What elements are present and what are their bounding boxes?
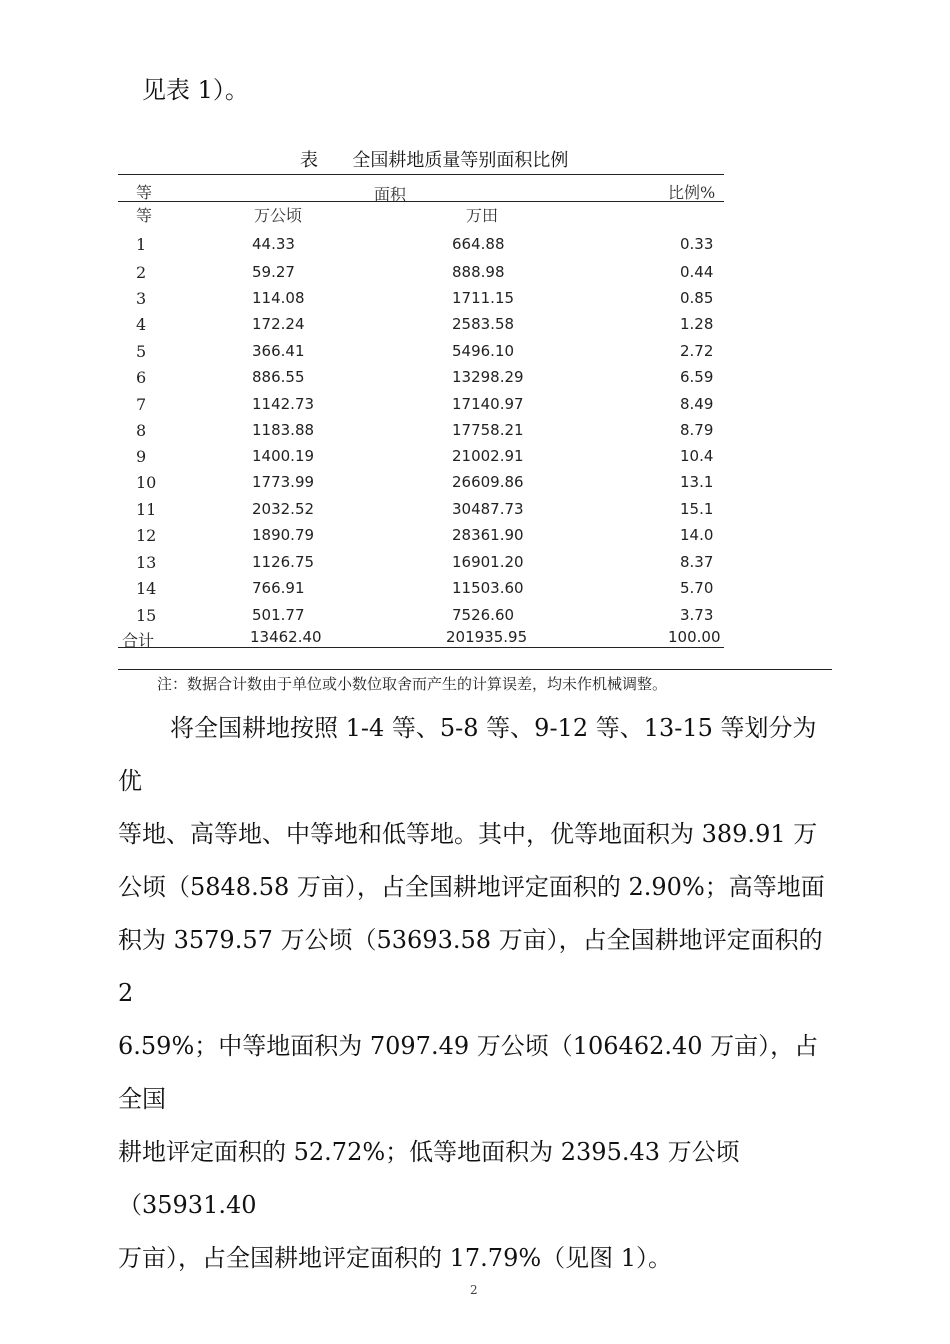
cell-ratio: 8.37	[680, 553, 714, 571]
cell-ratio: 0.44	[680, 263, 714, 281]
paragraph-line: 6.59%；中等地面积为 7097.49 万公顷（106462.40 万亩），占全国	[118, 1032, 819, 1113]
cell-mu: 21002.91	[452, 447, 524, 465]
table-top-rule	[118, 174, 724, 175]
total-mu: 201935.95	[446, 628, 528, 646]
cell-mu: 16901.20	[452, 553, 524, 571]
cell-mu: 1711.15	[452, 289, 515, 307]
cell-hectare: 886.55	[252, 368, 305, 386]
cell-hectare: 172.24	[252, 315, 305, 333]
table-total-rule	[118, 647, 724, 648]
cell-rank: 12	[136, 526, 157, 545]
paragraph-line: 积为 3579.57 万公顷（53693.58 万亩），占全国耕地评定面积的 2	[118, 926, 823, 1007]
cell-ratio: 8.79	[680, 421, 714, 439]
total-ratio: 100.00	[668, 628, 721, 646]
cell-mu: 888.98	[452, 263, 505, 281]
paragraph-line: 将全国耕地按照 1-4 等、5-8 等、9-12 等、13-15 等划分为优	[118, 714, 817, 795]
cell-rank: 9	[136, 447, 147, 466]
header-ratio: 比例%	[668, 183, 716, 202]
cell-ratio: 14.0	[680, 526, 714, 544]
cell-hectare: 44.33	[252, 235, 295, 253]
cell-rank: 3	[136, 289, 147, 308]
cell-hectare: 1183.88	[252, 421, 315, 439]
cell-mu: 7526.60	[452, 606, 515, 624]
cell-rank: 11	[136, 500, 157, 519]
cell-hectare: 1142.73	[252, 395, 315, 413]
table-bottom-rule	[118, 669, 832, 670]
cell-hectare: 2032.52	[252, 500, 315, 518]
header-area: 面积	[374, 185, 407, 204]
table-note: 注：数据合计数由于单位或小数位取舍而产生的计算误差，均未作机械调整。	[157, 675, 668, 693]
cell-ratio: 13.1	[680, 473, 714, 491]
cell-ratio: 10.4	[680, 447, 714, 465]
cell-mu: 11503.60	[452, 579, 524, 597]
header-hectare: 万公顷	[254, 206, 303, 225]
cell-mu: 13298.29	[452, 368, 524, 386]
body-paragraph	[118, 702, 834, 1285]
paragraph-line: 耕地评定面积的 52.72%；低等地面积为 2395.43 万公顷（35931.40	[118, 1138, 740, 1219]
paragraph-line: 万亩），占全国耕地评定面积的 17.79%（见图 1）。	[118, 1244, 673, 1272]
cell-ratio: 5.70	[680, 579, 714, 597]
cell-ratio: 8.49	[680, 395, 714, 413]
cell-hectare: 501.77	[252, 606, 305, 624]
cell-rank: 10	[136, 473, 157, 492]
table-title: 表 全国耕地质量等别面积比例	[300, 150, 569, 171]
cell-rank: 14	[136, 579, 157, 598]
cell-hectare: 59.27	[252, 263, 295, 281]
cell-rank: 4	[136, 315, 147, 334]
cell-ratio: 0.33	[680, 235, 714, 253]
cell-mu: 28361.90	[452, 526, 524, 544]
cell-rank: 15	[136, 606, 157, 625]
cell-ratio: 3.73	[680, 606, 714, 624]
cell-mu: 2583.58	[452, 315, 515, 333]
cell-mu: 664.88	[452, 235, 505, 253]
intro-text: 见表 1）。	[142, 76, 249, 104]
cell-rank: 13	[136, 553, 157, 572]
header-rank-top: 等	[136, 183, 153, 202]
cell-ratio: 2.72	[680, 342, 714, 360]
cell-mu: 30487.73	[452, 500, 524, 518]
cell-hectare: 1126.75	[252, 553, 315, 571]
cell-rank: 5	[136, 342, 147, 361]
cell-mu: 17140.97	[452, 395, 524, 413]
total-hectare: 13462.40	[250, 628, 322, 646]
total-label: 合计	[122, 631, 155, 650]
cell-hectare: 1773.99	[252, 473, 315, 491]
cell-ratio: 15.1	[680, 500, 714, 518]
paragraph-line: 等地、高等地、中等地和低等地。其中，优等地面积为 389.91 万	[118, 820, 818, 848]
paragraph-line: 公顷（5848.58 万亩），占全国耕地评定面积的 2.90%；高等地面	[118, 873, 825, 901]
cell-hectare: 114.08	[252, 289, 305, 307]
header-rank-bottom: 等	[136, 206, 153, 225]
table-header-rule	[118, 201, 724, 202]
cell-rank: 6	[136, 368, 147, 387]
cell-rank: 2	[136, 263, 147, 282]
cell-hectare: 1890.79	[252, 526, 315, 544]
cell-mu: 26609.86	[452, 473, 524, 491]
cell-mu: 17758.21	[452, 421, 524, 439]
cell-hectare: 366.41	[252, 342, 305, 360]
cell-ratio: 1.28	[680, 315, 714, 333]
cell-ratio: 0.85	[680, 289, 714, 307]
cell-rank: 8	[136, 421, 147, 440]
header-mu: 万田	[466, 206, 499, 225]
cell-hectare: 766.91	[252, 579, 305, 597]
cell-mu: 5496.10	[452, 342, 515, 360]
page-number: 2	[470, 1283, 478, 1297]
cell-rank: 1	[136, 235, 147, 254]
cell-hectare: 1400.19	[252, 447, 315, 465]
cell-rank: 7	[136, 395, 147, 414]
cell-ratio: 6.59	[680, 368, 714, 386]
